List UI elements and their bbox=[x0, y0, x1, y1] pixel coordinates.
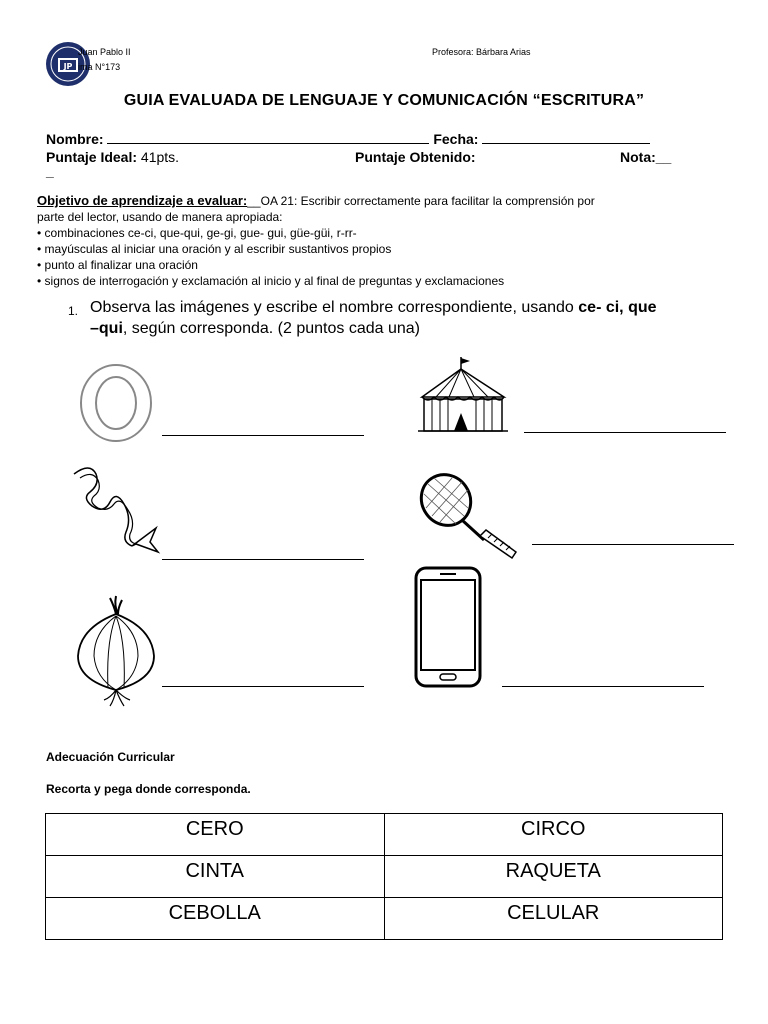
objective-text2: parte del lector, usando de manera apropiada: bbox=[37, 210, 283, 224]
objective-label: Objetivo de aprendizaje a evaluar: bbox=[37, 193, 248, 208]
nota-continuation: _ bbox=[46, 163, 54, 179]
onion-icon bbox=[70, 592, 162, 710]
objective-bullet: • mayúsculas al iniciar una oración y al escribir sustantivos propios bbox=[37, 242, 392, 256]
word-cell[interactable]: RAQUETA bbox=[384, 856, 723, 898]
nombre-label: Nombre: bbox=[46, 131, 104, 147]
school-number: ima N°173 bbox=[78, 62, 121, 72]
objective-block bbox=[37, 193, 737, 289]
puntaje-obtenido-label: Puntaje Obtenido: bbox=[355, 149, 476, 165]
word-cell[interactable]: CERO bbox=[46, 814, 385, 856]
answer-line-1[interactable] bbox=[162, 435, 364, 436]
objective-bullet: • combinaciones ce-ci, que-qui, ge-gi, gue- gui, güe-güi, r-rr- bbox=[37, 226, 357, 240]
objective-text1: OA 21: Escribir correctamente para facilitar la comprensión por bbox=[260, 194, 595, 208]
zero-icon bbox=[74, 362, 160, 444]
word-cell[interactable]: CINTA bbox=[46, 856, 385, 898]
table-row bbox=[46, 898, 723, 940]
puntaje-ideal bbox=[46, 149, 179, 166]
page-title: GUIA EVALUADA DE LENGUAJE Y COMUNICACIÓN “ESCRITURA” bbox=[123, 92, 645, 109]
answer-line-6[interactable] bbox=[502, 686, 704, 687]
answer-line-4[interactable] bbox=[532, 544, 734, 545]
school-name: Juan Pablo II bbox=[78, 47, 131, 57]
name-date-row bbox=[46, 131, 746, 148]
word-table bbox=[45, 813, 723, 940]
objective-line1 bbox=[37, 193, 737, 209]
racket-icon bbox=[416, 470, 520, 562]
cellphone-icon bbox=[414, 566, 482, 688]
word-cell[interactable]: CEBOLLA bbox=[46, 898, 385, 940]
ribbon-icon bbox=[70, 462, 162, 558]
table-row bbox=[46, 856, 723, 898]
word-cell[interactable]: CELULAR bbox=[384, 898, 723, 940]
question-number: 1. bbox=[68, 304, 79, 318]
objective-bullet: • punto al finalizar una oración bbox=[37, 258, 198, 272]
circus-tent-icon bbox=[414, 355, 512, 435]
puntaje-ideal-value: 41pts. bbox=[140, 149, 180, 165]
table-row bbox=[46, 814, 723, 856]
adecuacion-heading: Adecuación Curricular bbox=[46, 750, 175, 764]
answer-line-3[interactable] bbox=[162, 559, 364, 560]
fecha-label: Fecha: bbox=[433, 131, 479, 147]
puntaje-ideal-label: Puntaje Ideal: bbox=[46, 149, 138, 165]
nombre-input-line[interactable] bbox=[107, 131, 429, 144]
objective-lead: __ bbox=[247, 194, 261, 208]
answer-line-2[interactable] bbox=[524, 432, 726, 433]
objective-bullet: • signos de interrogación y exclamación al inicio y al final de preguntas y exclamaciones bbox=[37, 274, 505, 288]
fecha-input-line[interactable] bbox=[482, 131, 650, 144]
answer-line-5[interactable] bbox=[162, 686, 364, 687]
nota-label[interactable]: Nota:__ bbox=[620, 149, 672, 165]
word-cell[interactable]: CIRCO bbox=[384, 814, 723, 856]
svg-text:JP: JP bbox=[63, 62, 73, 71]
cut-paste-instruction: Recorta y pega donde corresponda. bbox=[46, 782, 251, 796]
teacher-name: Profesora: Bárbara Arias bbox=[432, 47, 531, 57]
question-text: Observa las imágenes y escribe el nombre correspondiente, usando ce- ci, que –qui, según corresponda. (2 puntos cada una) bbox=[90, 299, 657, 337]
